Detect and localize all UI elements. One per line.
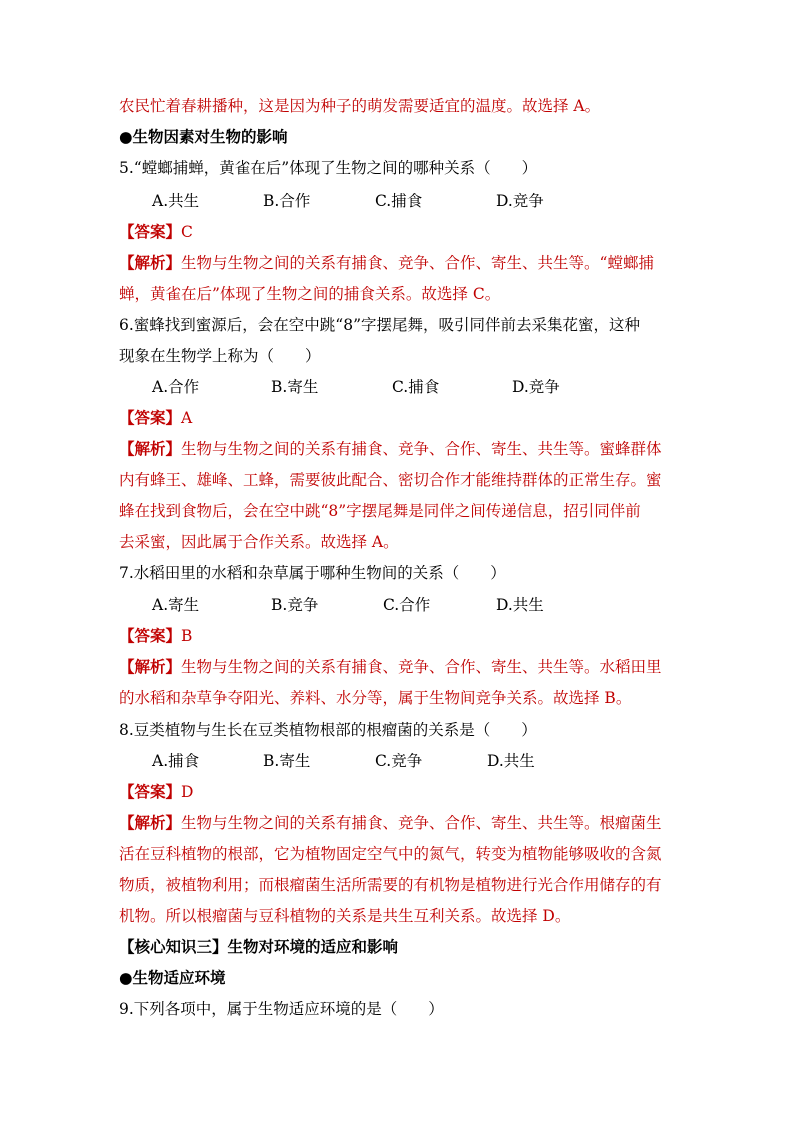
explanation-tag: 【解析】 (119, 253, 182, 272)
explanation-8-line-4: 机物。所以根瘤菌与豆科植物的关系是共生互利关系。故选择 D。 (119, 907, 571, 925)
explanation-5-line-1 (119, 253, 654, 273)
option-c: C.捕食 (392, 378, 440, 396)
option-d: D.竞争 (496, 192, 544, 210)
question-5: 5.“螳螂捕蝉，黄雀在后”体现了生物之间的哪种关系（ ） (119, 159, 538, 177)
option-a: A.共生 (152, 192, 200, 210)
core-knowledge-heading: 【核心知识三】生物对环境的适应和影响 (119, 937, 399, 956)
question-9: 9.下列各项中，属于生物适应环境的是（ ） (119, 1000, 444, 1018)
explanation-text: 生物与生物之间的关系有捕食、竞争、合作、寄生、共生等。根瘤菌生 (181, 814, 662, 832)
answer-7 (119, 626, 192, 646)
explanation-text: 生物与生物之间的关系有捕食、竞争、合作、寄生、共生等。水稻田里 (181, 658, 662, 676)
explanation-tag: 【解析】 (119, 813, 182, 832)
answer-tag: 【答案】 (119, 782, 182, 801)
explanation-line: 农民忙着春耕播种，这是因为种子的萌发需要适宜的温度。故选择 A。 (119, 97, 601, 115)
section-heading: ●生物因素对生物的影响 (119, 127, 288, 146)
explanation-8-line-3: 物质，被植物利用；而根瘤菌生活所需要的有机物是植物进行光合作用储存的有 (119, 876, 662, 894)
answer-5 (119, 222, 193, 242)
option-a: A.寄生 (152, 596, 200, 614)
explanation-text: 生物与生物之间的关系有捕食、竞争、合作、寄生、共生等。“螳螂捕 (181, 254, 654, 272)
option-d: D.共生 (487, 752, 535, 770)
explanation-7-line-1 (119, 657, 662, 677)
option-c: C.捕食 (375, 192, 423, 210)
explanation-6-line-2: 内有蜂王、雄峰、工蜂，需要彼此配合、密切合作才能维持群体的正常生存。蜜 (119, 471, 662, 489)
answer-value: A (181, 409, 193, 427)
answer-value: D (181, 783, 194, 801)
question-8: 8.豆类植物与生长在豆类植物根部的根瘤菌的关系是（ ） (119, 721, 537, 739)
explanation-6-line-1 (119, 439, 662, 459)
section-heading: ●生物适应环境 (119, 968, 226, 987)
option-b: B.合作 (263, 192, 311, 210)
question-6-line-2: 现象在生物学上称为（ ） (119, 347, 321, 365)
explanation-text: 生物与生物之间的关系有捕食、竞争、合作、寄生、共生等。蜜蜂群体 (181, 440, 662, 458)
question-6-line-1: 6.蜜蜂找到蜜源后，会在空中跳“8”字摆尾舞，吸引同伴前去采集花蜜，这种 (119, 316, 641, 334)
option-d: D.共生 (496, 596, 544, 614)
answer-value: B (181, 627, 193, 645)
explanation-8-line-1 (119, 813, 662, 833)
answer-8 (119, 782, 193, 802)
option-a: A.合作 (152, 378, 200, 396)
option-a: A.捕食 (152, 752, 200, 770)
option-c: C.竞争 (375, 752, 423, 770)
answer-tag: 【答案】 (119, 222, 182, 241)
explanation-7-line-2: 的水稻和杂草争夺阳光、养料、水分等，属于生物间竞争关系。故选择 B。 (119, 689, 632, 707)
answer-value: C (181, 223, 193, 241)
explanation-8-line-2: 活在豆科植物的根部，它为植物固定空气中的氮气，转变为植物能够吸收的含氮 (119, 845, 662, 863)
option-b: B.竞争 (271, 596, 319, 614)
option-c: C.合作 (383, 596, 431, 614)
answer-6 (119, 408, 192, 428)
explanation-tag: 【解析】 (119, 657, 182, 676)
question-7: 7.水稻田里的水稻和杂草属于哪种生物间的关系（ ） (119, 564, 506, 582)
answer-tag: 【答案】 (119, 626, 182, 645)
answer-tag: 【答案】 (119, 408, 182, 427)
option-b: B.寄生 (271, 378, 319, 396)
explanation-5-line-2: 蝉，黄雀在后”体现了生物之间的捕食关系。故选择 C。 (119, 285, 501, 303)
option-d: D.竞争 (512, 378, 560, 396)
explanation-6-line-3: 蜂在找到食物后，会在空中跳“8”字摆尾舞是同伴之间传递信息，招引同伴前 (119, 502, 641, 520)
option-b: B.寄生 (263, 752, 311, 770)
explanation-tag: 【解析】 (119, 439, 182, 458)
explanation-6-line-4: 去采蜜，因此属于合作关系。故选择 A。 (119, 533, 399, 551)
